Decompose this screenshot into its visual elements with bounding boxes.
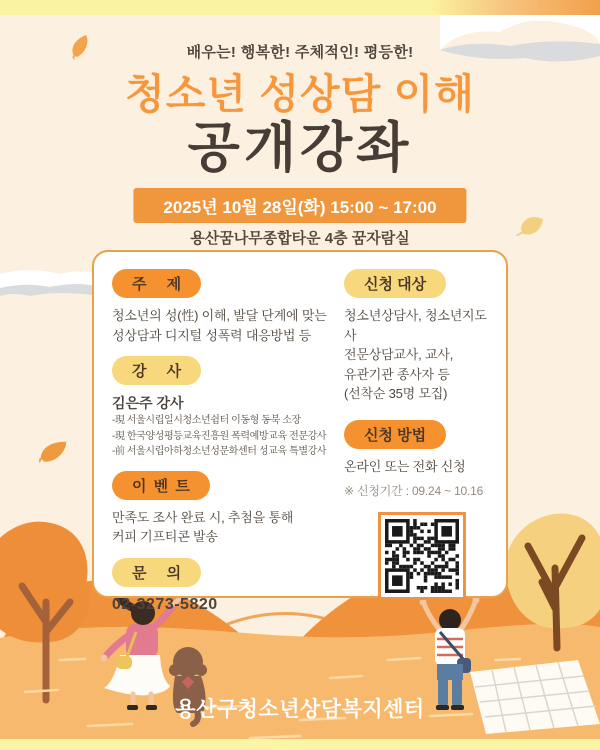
topic-section [112, 269, 328, 345]
location-text: 용산꿈나무종합타운 4층 꿈자람실 [190, 230, 410, 247]
contact-badge: 문 의 [112, 558, 201, 587]
method-line: 온라인 또는 전화 신청 [344, 458, 466, 474]
lecturer-name: 김은주 강사 [112, 395, 184, 411]
contact-phone: 02-3273-5820 [112, 595, 218, 613]
topic-line: 성상담과 디지털 성폭력 대응방법 등 [112, 327, 312, 343]
lecturer-career: -現 서울시립일시청소년쉼터 이동형 동북 소장 [112, 415, 301, 426]
topic-badge: 주 제 [112, 269, 201, 298]
cloud-left [0, 266, 100, 302]
topic-line: 청소년의 성(性) 이해, 발달 단계에 맞는 [112, 308, 327, 323]
apply-period-note: ※ 신청기간 : 09.24 ~ 10.16 [344, 484, 484, 498]
card-right-column [344, 269, 488, 584]
target-line: 전문상담교사, 교사, [344, 347, 454, 362]
main-title: 공개강좌 [187, 118, 413, 178]
info-card [92, 250, 508, 613]
event-line: 만족도 조사 완료 시, 추첨을 통해 [112, 509, 294, 525]
footer-org-label: 용산구청소년상담복지센터 [175, 698, 425, 721]
qr-code [378, 512, 466, 600]
date-badge: 2025년 10월 28일(화) 15:00 ~ 17:00 [133, 188, 466, 223]
event-badge: 이 벤 트 [112, 471, 210, 500]
method-badge: 신청 방법 [344, 420, 446, 449]
method-section [344, 420, 488, 500]
target-line: (선착순 35명 모집) [344, 386, 448, 401]
lecturer-career: -現 한국양성평등교육진흥원 폭력예방교육 전문강사 [112, 430, 327, 442]
event-line: 커피 기프티콘 발송 [112, 529, 218, 544]
event-section [112, 471, 328, 547]
lecturer-section [112, 356, 328, 460]
leaf-icon [36, 439, 71, 466]
top-strip [0, 0, 600, 15]
target-line: 청소년상담사, 청소년지도사 [344, 308, 487, 343]
target-line: 유관기관 종사자 등 [344, 366, 450, 382]
lecturer-career: -前 서울시립아하청소년성문화센터 성교육 특별강사 [112, 446, 327, 457]
target-section [344, 269, 488, 404]
contact-section [112, 558, 328, 614]
tagline: 배우는! 행복한! 주체적인! 평등한! [186, 44, 414, 61]
main-title-accent: 청소년 성상담 이해 [125, 71, 475, 117]
lecturer-badge: 강 사 [112, 356, 201, 385]
target-badge: 신청 대상 [344, 269, 446, 298]
card-left-column [112, 269, 328, 613]
sun-blob [430, 0, 600, 15]
bottom-strip [0, 739, 600, 750]
